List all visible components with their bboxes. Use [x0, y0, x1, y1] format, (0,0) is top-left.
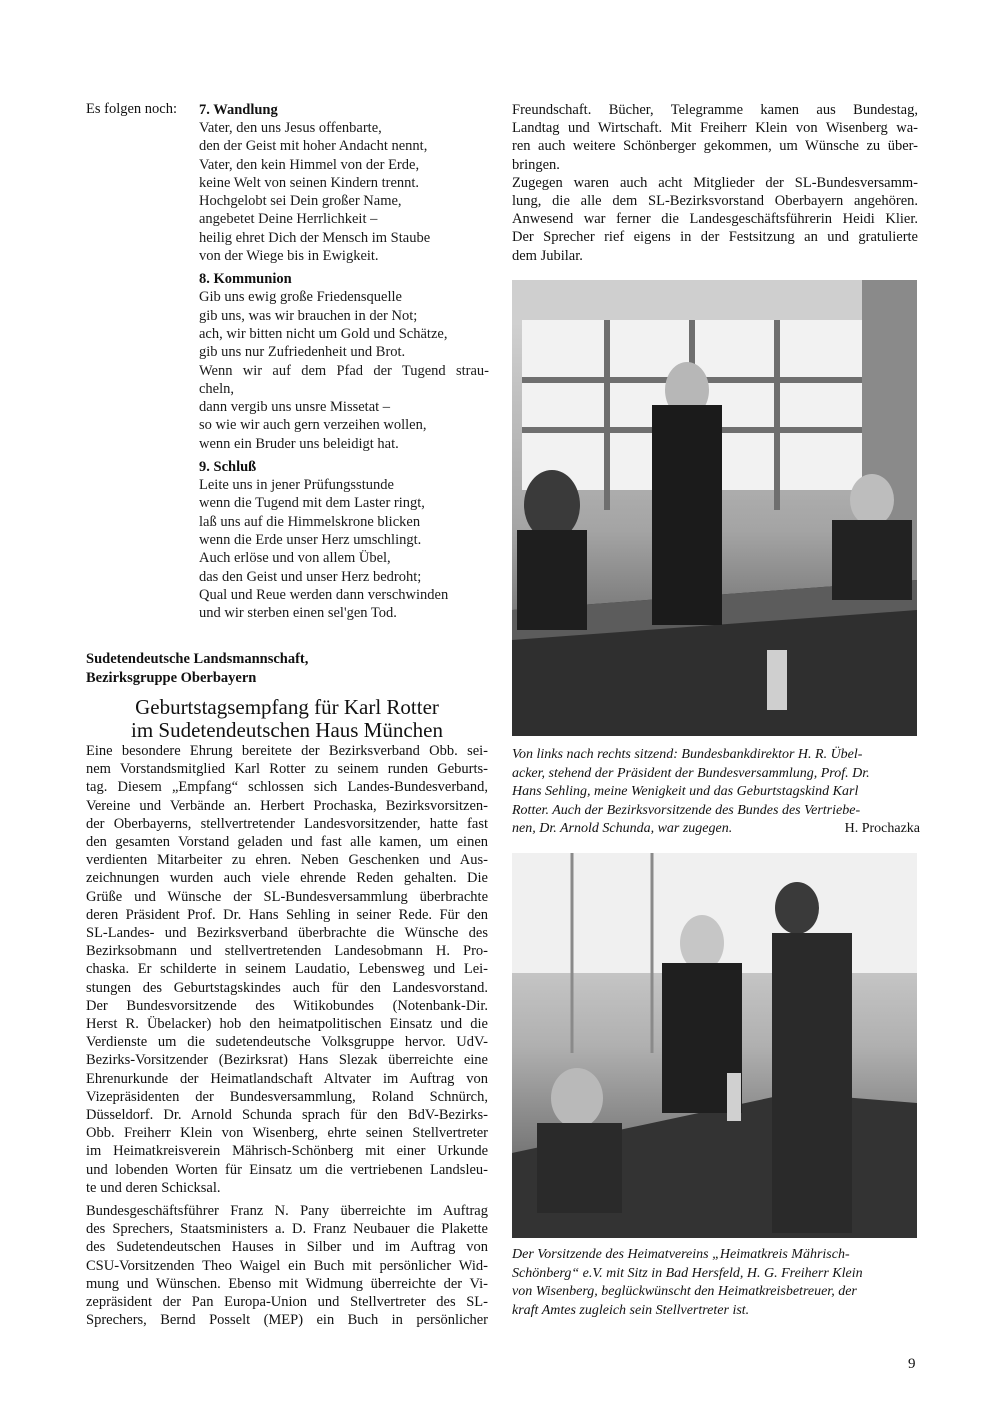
verse-line: Vater, den uns Jesus offenbarte,: [199, 120, 382, 136]
paragraph-line: Ehrenurkunde der Heimatlandschaft Altvater im Auftrag von: [86, 1070, 488, 1087]
caption-line: von Wisenberg, beglückwünscht den Heimatkreisbetreuer, der: [512, 1284, 857, 1299]
verse-line: gib uns, was wir brauchen in der Not;: [199, 307, 418, 324]
org-line-2: Bezirksgruppe Oberbayern: [86, 670, 257, 686]
verse-line: Gib uns ewig große Friedensquelle: [199, 289, 402, 306]
article-title-line-2: im Sudetendeutschen Haus München: [130, 718, 444, 742]
verse-line: cheln,: [199, 380, 235, 397]
verse-line: von der Wiege bis in Ewigkeit.: [199, 248, 379, 265]
paragraph-line: tag. Diesem „Empfang“ schlossen sich Landes-Bundesverband,: [86, 779, 488, 796]
photo-reception-speech: [512, 280, 917, 736]
verse-line: heilig ehret Dich der Mensch im Staube: [199, 229, 431, 246]
photo-handshake-image: [512, 853, 917, 1238]
paragraph-1: [86, 742, 488, 1197]
caption-line: Rotter. Auch der Bezirksvorsitzende des Bundes des Vertriebe-: [512, 802, 861, 818]
verse-line: ach, wir bitten nicht um Gold und Schätze,: [199, 325, 448, 342]
caption-line: acker, stehend der Präsident der Bundesversammlung, Prof. Dr.: [512, 765, 870, 781]
verse-line: laß uns auf die Himmelskrone blicken: [199, 513, 421, 530]
paragraph-line: Herst R. Übelacker) hob den heimatpolitischen Einsatz und die: [86, 1016, 488, 1033]
article-body-left: [86, 742, 488, 1330]
paragraph-line: verdienten Mitarbeiter zu ehren. Neben Geschenken und Aus-: [86, 852, 488, 869]
paragraph-line: deren Präsident Prof. Dr. Hans Sehling in seiner Rede. Für den: [86, 906, 488, 923]
caption-line: kraft Amtes zugleich sein Stellvertreter ist.: [512, 1302, 750, 1318]
paragraph-line: Bezirks-Vorsitzender (Bezirksrat) Hans Slezak überreichte eine: [86, 1052, 488, 1069]
verse-line: Hochgelobt sei Dein großer Name,: [199, 193, 402, 210]
verse-line: wenn die Erde unser Herz umschlingt.: [199, 531, 422, 548]
paragraph-line: Zugegen waren auch acht Mitglieder der SL-Bundesversamm-: [512, 174, 918, 191]
verse-heading: 9. Schluß: [199, 459, 257, 476]
paragraph-2: [86, 1202, 488, 1329]
paragraph-line: lung, die alle dem SL-Bezirksvorstand Oberbayern angehören.: [512, 193, 918, 210]
verse-line: Leite uns in jener Prüfungsstunde: [199, 477, 394, 494]
verse-heading: 7. Wandlung: [199, 102, 278, 118]
caption-last-text: nen, Dr. Arnold Schunda, war zugegen.: [512, 821, 733, 836]
intro-label: Es folgen noch:: [86, 101, 178, 117]
caption-line: Von links nach rechts sitzend: Bundesbankdirektor H. R. Übel-: [512, 747, 863, 762]
paragraph-line: CSU-Vorsitzenden Theo Waigel ein Buch mit persönlicher Wid-: [86, 1257, 488, 1274]
paragraph-line: Vizepräsidenten der Bundesversammlung, Roland Schnürch,: [86, 1088, 488, 1105]
org-line-1: Sudetendeutsche Landsmannschaft,: [86, 651, 309, 667]
paragraph-line: nem Vorstandsmitglied Karl Rotter zu seinem runden Geburts-: [86, 761, 488, 778]
photo-handshake: [512, 853, 917, 1238]
page-number: 9: [908, 1356, 916, 1372]
verse-line: so wie wir auch gern verzeihen wollen,: [199, 417, 427, 434]
paragraph-line: zeichnungen wurden auch viele ehrende Reden gehalten. Die: [86, 870, 488, 887]
verse-line: Vater, den kein Himmel von der Erde,: [199, 156, 420, 173]
verse-7: [199, 101, 499, 265]
verse-9: [199, 458, 499, 622]
verse-line: wenn die Tugend mit dem Laster ringt,: [199, 495, 425, 512]
paragraph-line: SL-Landes- und Bezirksverband überbrachte die Wünsche des: [86, 925, 488, 942]
caption-line: Hans Sehling, meine Wenigkeit und das Geburtstagskind Karl: [512, 784, 859, 799]
paragraph-line: Eine besondere Ehrung bereitete der Bezirksverband Obb. sei-: [86, 743, 488, 759]
verse-line: wenn ein Bruder uns beleidigt hat.: [199, 435, 399, 452]
paragraph-line: Anwesend war ferner die Landesgeschäftsführerin Heidi Klier.: [512, 211, 918, 228]
paragraph-line: Der Sprecher rief eigens in der Festsitzung an und gratulierte: [512, 229, 918, 246]
paragraph-line: mung und Wünschen. Ebenso mit Widmung überreichte der Vi-: [86, 1275, 488, 1292]
caption-line: [512, 820, 920, 839]
paragraph-line: Sprechers, Bernd Posselt (MEP) ein Buch in persönlicher: [86, 1312, 488, 1329]
paragraph-line: zepräsident der Pan Europa-Union und Stellvertreter des SL-: [86, 1294, 488, 1311]
caption-line: Der Vorsitzende des Heimatvereins „Heimatkreis Mährisch-: [512, 1247, 850, 1262]
paragraph-line: Obb. Freiherr Klein von Wisenberg, ehrte seinen Stellvertreter: [86, 1125, 488, 1142]
hymn-verses: [199, 101, 499, 622]
paragraph-line: Vereine und Verbände an. Herbert Prochaska, Bezirksvorsitzen-: [86, 797, 488, 814]
verse-line: Wenn wir auf dem Pfad der Tugend strau-: [199, 362, 489, 379]
paragraph-line: im Heimatkreisverein Mährisch-Schönberg mit einer Urkunde: [86, 1143, 488, 1160]
paragraph-line: Der Bundesvorsitzende des Witikobundes (Notenbank-Dir.: [86, 997, 488, 1014]
verse-line: keine Welt von seinen Kindern trennt.: [199, 174, 420, 191]
paragraph-line: des Sprechers, Staatsministers a. D. Franz Neubauer die Plakette: [86, 1221, 488, 1238]
verse-line: dann vergib uns unsre Missetat –: [199, 399, 391, 416]
paragraph-line: stungen des Geburtstagskindes auch für den Landesvorstand.: [86, 979, 488, 996]
paragraph-line: Freundschaft. Bücher, Telegramme kamen aus Bundestag,: [512, 102, 918, 118]
article-title-line-1: Geburtstagsempfang für Karl Rotter: [135, 695, 439, 719]
paragraph-line: Bundesgeschäftsführer Franz N. Pany überreichte im Auftrag: [86, 1203, 488, 1220]
photo-credit: H. Prochazka: [844, 821, 920, 836]
caption-1: [512, 746, 920, 839]
paragraph-line: chaska. Er schilderte in seinem Laudatio, Lebensweg und Lei-: [86, 961, 488, 978]
paragraph-line: und lobenden Worten für Einsatz um die vertriebenen Landsleu-: [86, 1161, 488, 1178]
caption-2: [512, 1246, 920, 1320]
paragraph-line: te und deren Schicksal.: [86, 1179, 221, 1196]
paragraph-line: dem Jubilar.: [512, 247, 583, 264]
verse-line: und wir sterben einen sel'gen Tod.: [199, 605, 397, 622]
paragraph-line: den gesamten Vorstand geladen und fast alle kamen, um einen: [86, 834, 488, 851]
verse-line: angebetet Deine Herrlichkeit –: [199, 211, 378, 228]
paragraph-line: der Oberbayerns, stellvertretender Landesvorsitzender, hatte fast: [86, 815, 488, 832]
paragraph-line: Düsseldorf. Dr. Arnold Schunda sprach für den BdV-Bezirks-: [86, 1107, 488, 1124]
paragraph-line: Grüße und Wünsche der SL-Bundesversammlung überbrachte: [86, 888, 488, 905]
article-body-right: [512, 101, 918, 265]
verse-line: gib uns nur Zufriedenheit und Brot.: [199, 344, 406, 361]
paragraph-line: bringen.: [512, 156, 560, 173]
paragraph-line: Bezirksobmann und stellvertretenden Landesobmann H. Pro-: [86, 943, 488, 960]
paragraph-line: Verdienste um die sudetendeutsche Volksgruppe hervor. UdV-: [86, 1034, 488, 1051]
paragraph-line: Landtag und Wirtschaft. Mit Freiherr Klein von Wisenberg wa-: [512, 120, 918, 137]
verse-heading: 8. Kommunion: [199, 271, 292, 288]
verse-line: das den Geist und unser Herz bedroht;: [199, 568, 422, 585]
verse-line: Qual und Reue werden dann verschwinden: [199, 586, 449, 603]
verse-8: [199, 270, 499, 453]
paragraph-line: ren auch weitere Schönberger gekommen, um Wünsche zu über-: [512, 138, 918, 155]
paragraph-line: des Sudetendeutschen Hauses in Silber und im Auftrag von: [86, 1239, 488, 1256]
verse-line: Auch erlöse und von allem Übel,: [199, 550, 391, 567]
article-title: [86, 696, 488, 742]
verse-line: den der Geist mit hoher Andacht nennt,: [199, 138, 428, 155]
caption-line: Schönberg“ e.V. mit Sitz in Bad Hersfeld, H. G. Freiherr Klein: [512, 1265, 863, 1281]
photo-reception-speech-image: [512, 280, 917, 736]
